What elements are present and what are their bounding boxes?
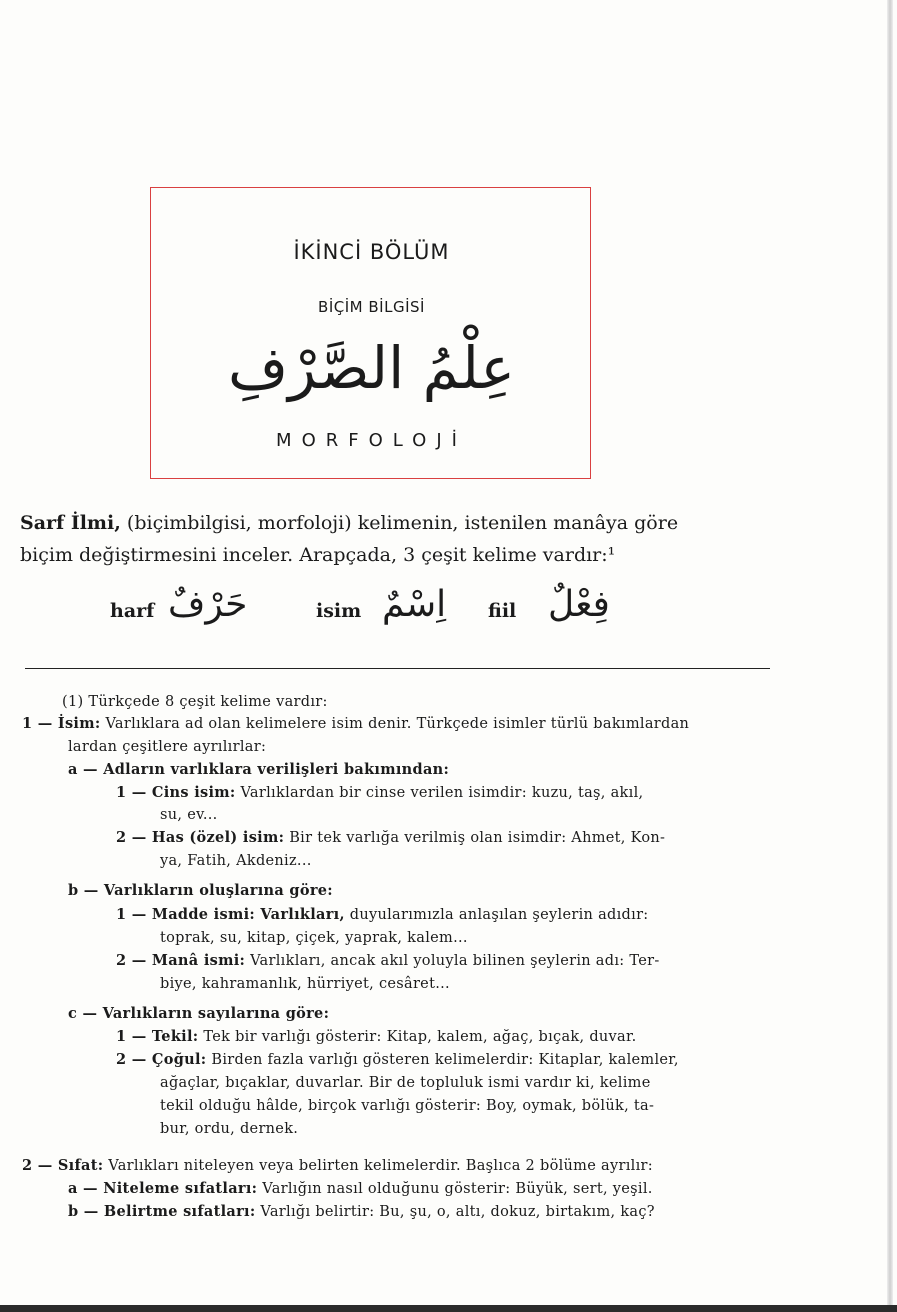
arabic-title: عِلْمُ الصَّرْفِ bbox=[227, 334, 516, 402]
word-type-arabic: حَرْفٌ bbox=[168, 584, 248, 625]
footnote-line: lardan çeşitlere ayrılırlar: bbox=[68, 739, 267, 755]
footnote-line: tekil olduğu hâlde, birçok varlığı gösterir: Boy, oymak, bölük, ta- bbox=[160, 1098, 655, 1114]
footnote-line: toprak, su, kitap, çiçek, yaprak, kalem... bbox=[160, 930, 468, 946]
page-bottom-edge bbox=[0, 1305, 897, 1312]
footnote-intro: (1) Türkçede 8 çeşit kelime vardır: bbox=[62, 694, 328, 710]
footnote-line: a — Niteleme sıfatları: Varlığın nasıl olduğunu gösterir: Büyük, sert, yeşil. bbox=[68, 1180, 653, 1197]
intro-line-1-text: (biçimbilgisi, morfoloji) kelimenin, istenilen manâya göre bbox=[120, 512, 679, 534]
latin-title: MORFOLOJİ bbox=[276, 430, 467, 451]
footnote-line: bur, ordu, dernek. bbox=[160, 1121, 299, 1137]
chapter-subtitle: BİÇİM BİLGİSİ bbox=[318, 298, 425, 316]
word-type-arabic: اِسْمٌ bbox=[382, 584, 447, 625]
footnote-line: 2 — Çoğul: Birden fazla varlığı gösteren kelimelerdir: Kitaplar, kalemler, bbox=[116, 1051, 679, 1068]
footnote-line: c — Varlıkların sayılarına göre: bbox=[68, 1005, 330, 1022]
intro-line-2: biçim değiştirmesini inceler. Arapçada, 3 çeşit kelime vardır:¹ bbox=[20, 544, 616, 566]
intro-term: Sarf İlmi, bbox=[20, 512, 121, 534]
footnote-line: ya, Fatih, Akdeniz... bbox=[160, 853, 312, 869]
footnote-line: su, ev... bbox=[160, 807, 218, 823]
footnote-line: b — Belirtme sıfatları: Varlığı belirtir: Bu, şu, o, altı, dokuz, birtakım, kaç? bbox=[68, 1203, 655, 1220]
footnote-line: 1 — İsim: Varlıklara ad olan kelimelere isim denir. Türkçede isimler türlü bakımlardan bbox=[22, 715, 690, 732]
footnote-line: a — Adların varlıklara verilişleri bakımından: bbox=[68, 761, 450, 778]
footnote-line: 2 — Has (özel) isim: Bir tek varlığa verilmiş olan isimdir: Ahmet, Kon- bbox=[116, 829, 666, 846]
footnote-line: 1 — Tekil: Tek bir varlığı gösterir: Kitap, kalem, ağaç, bıçak, duvar. bbox=[116, 1028, 637, 1045]
footnote-line: 1 — Madde ismi: Varlıkları, duyularımızla anlaşılan şeylerin adıdır: bbox=[116, 906, 649, 923]
footnote-line: 1 — Cins isim: Varlıklardan bir cinse verilen isimdir: kuzu, taş, akıl, bbox=[116, 784, 644, 801]
word-type-label: fiil bbox=[488, 600, 517, 622]
word-type-label: harf bbox=[110, 600, 155, 622]
chapter-title: İKİNCİ BÖLÜM bbox=[293, 240, 450, 264]
word-type-arabic: فِعْلٌ bbox=[548, 584, 610, 625]
footnote-line: 2 — Sıfat: Varlıkları niteleyen veya belirten kelimelerdir. Başlıca 2 bölüme ayrılır: bbox=[22, 1157, 653, 1174]
footnote-line: 2 — Manâ ismi: Varlıkları, ancak akıl yoluyla bilinen şeylerin adı: Ter- bbox=[116, 952, 660, 969]
word-type-label: isim bbox=[316, 600, 362, 622]
footnote-line: biye, kahramanlık, hürriyet, cesâret... bbox=[160, 976, 450, 992]
footnote-line: ağaçlar, bıçaklar, duvarlar. Bir de topluluk ismi vardır ki, kelime bbox=[160, 1075, 651, 1091]
footnote-line: b — Varlıkların oluşlarına göre: bbox=[68, 882, 333, 899]
